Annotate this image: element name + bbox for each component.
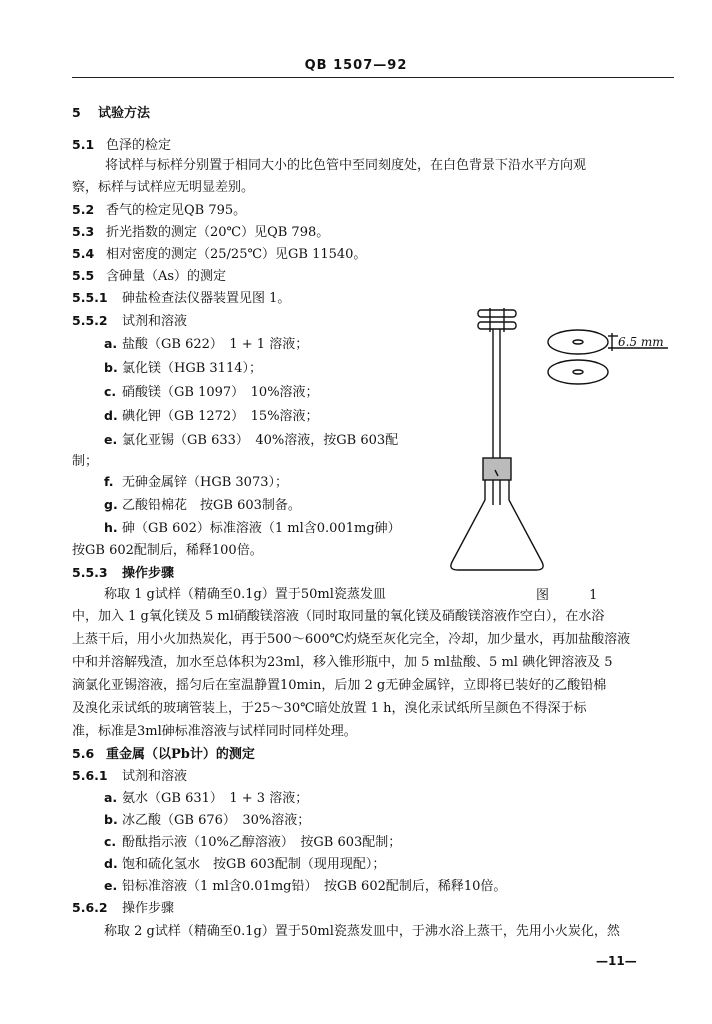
text-line <box>72 655 612 671</box>
text-line <box>72 678 606 694</box>
text-line <box>72 701 587 717</box>
line-text: 砷（GB 602）标准溶液（1 ml含0.001mg砷） <box>122 521 401 536</box>
text-line <box>72 224 329 240</box>
line-number: f. <box>104 474 114 489</box>
line-number: c. <box>104 834 117 849</box>
line-number: d. <box>104 408 118 423</box>
text-line <box>72 246 366 262</box>
line-text: 饱和硫化氢水 按GB 603配制（现用现配）； <box>122 857 386 872</box>
line-text: 硝酸镁（GB 1097） 10%溶液； <box>122 385 319 400</box>
line-number: h. <box>104 520 118 535</box>
disc-lower-hole <box>573 370 583 374</box>
text-line <box>72 632 630 648</box>
line-text: 试剂和溶液 <box>122 769 188 784</box>
text-line <box>72 900 174 916</box>
text-line <box>104 924 620 940</box>
arsenic-apparatus-figure <box>440 300 700 585</box>
line-number: c. <box>104 384 117 399</box>
line-number: a. <box>104 790 118 805</box>
line-text: 酚酞指示液（10%乙醇溶液） 按GB 603配制； <box>122 835 402 850</box>
line-text: 称取 2 g试样（精确至0.1g）置于50ml瓷蒸发皿中，于沸水浴上蒸干，先用小火炭化，然 <box>104 924 620 939</box>
line-text: 铅标准溶液（1 ml含0.01mg铅） 按GB 602配制后，稀释10倍。 <box>122 879 507 894</box>
line-text: 氯化亚锡（GB 633） 40%溶液，按GB 603配 <box>122 433 399 448</box>
line-text: 按GB 602配制后，稀释100倍。 <box>72 543 263 558</box>
list-item <box>104 360 262 376</box>
line-number: b. <box>104 812 118 827</box>
list-item <box>104 432 398 448</box>
disc-upper <box>548 330 608 354</box>
line-number: e. <box>104 432 118 447</box>
line-text: 滴氯化亚锡溶液，摇匀后在室温静置10min，后加 2 g无砷金属锌，立即将已装好的乙酸铅棉 <box>72 678 607 693</box>
line-text: 中和并溶解残渣，加水至总体积为23ml，移入锥形瓶中，加 5 ml盐酸、5 ml 碘化钾溶液及 5 <box>72 655 613 670</box>
line-text: 折光指数的测定（20℃）见QB 798。 <box>106 225 330 240</box>
text-line <box>72 724 357 740</box>
line-text: 氨水（GB 631） 1 + 3 溶液； <box>122 791 309 806</box>
line-number: d. <box>104 856 118 871</box>
line-text: 乙酸铅棉花 按GB 603制备。 <box>122 498 301 513</box>
list-item <box>104 520 401 536</box>
line-text: 操作步骤 <box>122 901 175 916</box>
text-line <box>72 565 174 581</box>
line-text: 色泽的检定 <box>106 138 172 153</box>
line-number: 5.4 <box>72 246 95 261</box>
line-text: 氯化镁（HGB 3114）； <box>122 361 262 376</box>
list-item <box>104 408 319 424</box>
conical-flask <box>451 480 543 570</box>
line-number: b. <box>104 360 118 375</box>
disc-upper-hole <box>573 340 583 344</box>
line-text: 称取 1 g试样（精确至0.1g）置于50ml瓷蒸发皿 <box>104 587 386 602</box>
line-text: 碘化钾（GB 1272） 15%溶液； <box>122 409 319 424</box>
holder-plate-lower <box>478 322 516 329</box>
line-number: 5.5.2 <box>72 313 108 328</box>
line-number: 5.3 <box>72 224 95 239</box>
line-number: 5.6.2 <box>72 900 108 915</box>
text-line <box>72 543 263 559</box>
disc-lower <box>548 360 608 384</box>
list-item <box>104 834 401 850</box>
line-text: 相对密度的测定（25/25℃）见GB 11540。 <box>106 247 367 262</box>
line-text: 将试样与标样分别置于相同大小的比色管中至同刻度处，在白色背景下沿水平方向观 <box>105 158 587 173</box>
list-item <box>104 812 310 828</box>
line-number: 5.5.1 <box>72 290 108 305</box>
list-item <box>104 384 319 400</box>
dimension-label: 6.5 mm <box>618 335 664 349</box>
text-line <box>72 137 171 153</box>
line-text: 砷盐检查法仪器装置见图 1。 <box>122 291 291 306</box>
line-text: 试验方法 <box>98 106 151 121</box>
stopper <box>483 458 511 480</box>
line-text: 冰乙酸（GB 676） 30%溶液； <box>122 813 311 828</box>
list-item <box>104 336 308 352</box>
line-text: 重金属（以Pb计）的测定 <box>106 747 255 762</box>
line-text: 试剂和溶液 <box>122 314 188 329</box>
page-number: —11— <box>596 954 637 968</box>
text-line <box>72 746 255 762</box>
line-text: 无砷金属锌（HGB 3073）； <box>122 475 288 490</box>
figure-caption: 图 1 <box>536 588 616 603</box>
line-number: 5.5.3 <box>72 565 108 580</box>
list-item <box>104 497 301 513</box>
text-line <box>105 158 586 174</box>
text-line <box>72 609 604 625</box>
line-number: a. <box>104 336 118 351</box>
line-number: 5 <box>72 105 81 120</box>
text-line <box>72 268 226 284</box>
line-number: 5.1 <box>72 137 95 152</box>
list-item <box>104 878 506 894</box>
line-number: 5.5 <box>72 268 95 283</box>
text-line <box>104 587 386 603</box>
header-rule <box>72 77 674 78</box>
line-number: g. <box>104 497 118 512</box>
text-line <box>72 290 290 306</box>
list-item <box>104 790 308 806</box>
text-line <box>72 768 187 784</box>
list-item <box>104 474 288 490</box>
section-5-heading <box>72 105 150 121</box>
line-text: 盐酸（GB 622） 1 + 1 溶液； <box>122 337 309 352</box>
text-line <box>72 454 98 470</box>
line-text: 制； <box>72 454 99 469</box>
line-number: 5.6.1 <box>72 768 108 783</box>
line-text: 中，加入 1 g氧化镁及 5 ml硝酸镁溶液（同时取同量的氧化镁及硝酸镁溶液作空白），在水浴 <box>72 609 605 624</box>
text-line <box>72 313 187 329</box>
text-line <box>72 202 246 218</box>
line-number: e. <box>104 878 118 893</box>
line-number: 5.6 <box>72 746 95 761</box>
standard-code: QB 1507—92 <box>304 58 408 73</box>
line-text: 含砷量（As）的测定 <box>106 269 227 284</box>
line-number: 5.2 <box>72 202 95 217</box>
text-line <box>72 180 254 196</box>
line-text: 察，标样与试样应无明显差别。 <box>72 180 255 195</box>
line-text: 操作步骤 <box>122 566 175 581</box>
line-text: 及溴化汞试纸的玻璃管装上，于25～30℃暗处放置 1 h，溴化汞试纸所呈颜色不得深于标 <box>72 701 587 716</box>
holder-plate-upper <box>478 310 516 317</box>
line-text: 上蒸干后，用小火加热炭化，再于500～600℃灼烧至灰化完全，冷却，加少量水，再加盐酸溶液 <box>72 632 631 647</box>
line-text: 准，标准是3ml砷标准溶液与试样同时同样处理。 <box>72 724 357 739</box>
line-text: 香气的检定见QB 795。 <box>106 203 247 218</box>
list-item <box>104 856 385 872</box>
